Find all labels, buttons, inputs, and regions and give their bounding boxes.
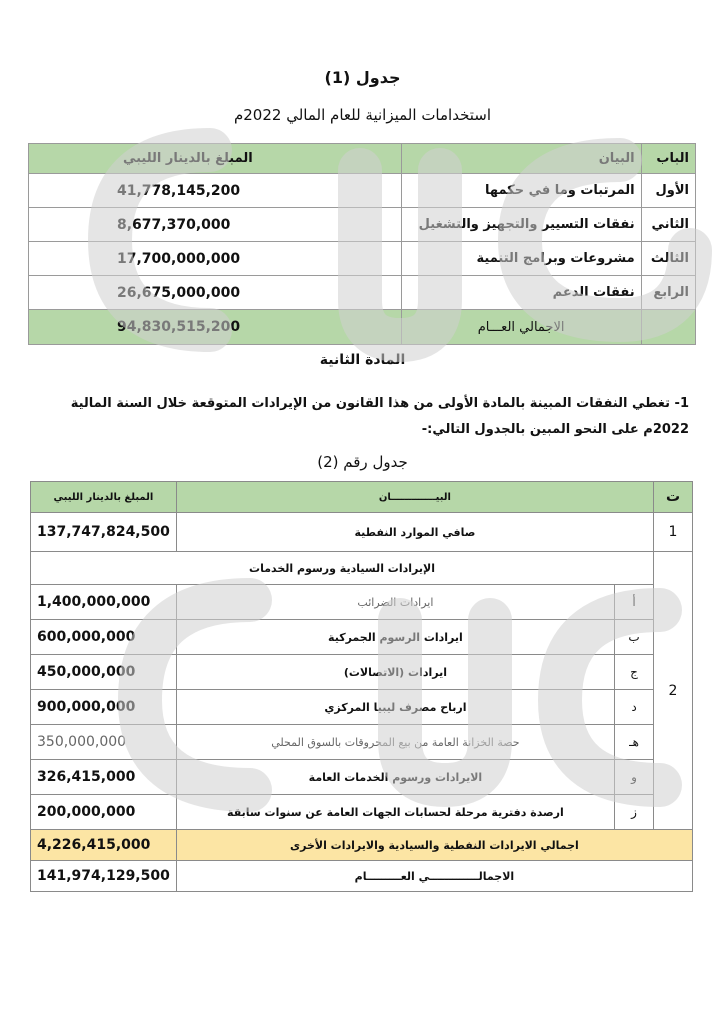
table-row	[29, 174, 696, 208]
row-amount: 26,675,000,000	[29, 276, 402, 310]
table-row	[31, 620, 693, 655]
row-desc: نفقات التسيير والتجهيز والتشغيل	[401, 208, 641, 242]
table1-subtitle: استخدامات الميزانية للعام المالي 2022م	[233, 106, 492, 124]
group-num: 2	[654, 552, 693, 830]
grand-total-row	[31, 861, 693, 892]
header-desc: البيان	[401, 144, 641, 174]
row-desc: ايرادات الرسوم الجمركية	[176, 620, 614, 655]
row-desc: المرتبات وما في حكمها	[401, 174, 641, 208]
subtotal-row	[31, 830, 693, 861]
row-desc: ايرادات الضرائب	[176, 585, 614, 620]
subtotal-label: اجمالي الايرادات النفطية والسيادية والايرادات الأخرى	[176, 830, 692, 861]
row-bab: الثالث	[641, 242, 695, 276]
total-row	[29, 310, 696, 345]
row-sub: د	[615, 690, 654, 725]
table-row	[31, 655, 693, 690]
header-amount: المبلغ بالدينار الليبي	[31, 482, 177, 513]
row-amount: 350,000,000	[31, 725, 177, 760]
row-bab: الرابع	[641, 276, 695, 310]
table-row	[31, 513, 693, 552]
table-row	[31, 690, 693, 725]
article-heading: المادة الثانية	[319, 352, 406, 368]
row-desc: ايرادات (الاتصالات)	[176, 655, 614, 690]
subtotal-amount: 4,226,415,000	[31, 830, 177, 861]
row-desc: الايرادات ورسوم الخدمات العامة	[176, 760, 614, 795]
row-num: 1	[654, 513, 693, 552]
grand-total-label: الاجمالـــــــــــــي العـــــــــام	[176, 861, 692, 892]
row-sub: هـ	[615, 725, 654, 760]
table-row	[29, 208, 696, 242]
revenues-table	[30, 481, 693, 892]
table-row	[29, 242, 696, 276]
table-header-row	[29, 144, 696, 174]
table2-title: جدول رقم (2)	[317, 453, 408, 471]
row-sub: ب	[615, 620, 654, 655]
row-amount: 450,000,000	[31, 655, 177, 690]
row-sub: ز	[615, 795, 654, 830]
row-desc: حصة الخزانة العامة من بيع المحروقات بالسوق المحلي	[176, 725, 614, 760]
row-sub: أ	[615, 585, 654, 620]
table1-title: جدول (1)	[324, 68, 401, 87]
header-bab: الباب	[641, 144, 695, 174]
row-amount: 17,700,000,000	[29, 242, 402, 276]
row-amount: 326,415,000	[31, 760, 177, 795]
row-amount: 41,778,145,200	[29, 174, 402, 208]
section-label: الإيرادات السيادية ورسوم الخدمات	[31, 552, 654, 585]
row-amount: 8,677,370,000	[29, 208, 402, 242]
row-amount: 1,400,000,000	[31, 585, 177, 620]
row-desc: نفقات الدعم	[401, 276, 641, 310]
header-desc: البيـــــــــــــان	[176, 482, 653, 513]
row-amount: 200,000,000	[31, 795, 177, 830]
article-paragraph: 1- تغطي النفقات المبينة بالمادة الأولى من هذا القانون من الإيرادات المتوقعة خلال السنة المالية 2022م على النحو المبين بالجدول التالي:-	[70, 396, 689, 437]
grand-total-amount: 141,974,129,500	[31, 861, 177, 892]
row-bab: الثاني	[641, 208, 695, 242]
header-num: ت	[654, 482, 693, 513]
row-bab: الأول	[641, 174, 695, 208]
row-sub: ج	[615, 655, 654, 690]
total-amount: 94,830,515,200	[29, 310, 402, 345]
row-desc: صافي الموارد النفطية	[176, 513, 653, 552]
row-sub: و	[615, 760, 654, 795]
row-amount: 600,000,000	[31, 620, 177, 655]
budget-uses-table	[28, 143, 696, 345]
row-desc: ارصدة دفترية مرحلة لحسابات الجهات العامة عن سنوات سابقة	[176, 795, 614, 830]
table-row	[29, 276, 696, 310]
row-amount: 900,000,000	[31, 690, 177, 725]
table-header-row	[31, 482, 693, 513]
header-amount: المبلغ بالدينار الليبي	[29, 144, 402, 174]
table-row	[31, 795, 693, 830]
section-row	[31, 552, 693, 585]
table-row	[31, 725, 693, 760]
table-row	[31, 585, 693, 620]
row-desc: ارباح مصرف ليبيا المركزي	[176, 690, 614, 725]
table-row	[31, 760, 693, 795]
row-amount: 137,747,824,500	[31, 513, 177, 552]
row-desc: مشروعات وبرامج التنمية	[401, 242, 641, 276]
total-label: الاجمالي العـــام	[401, 310, 641, 345]
